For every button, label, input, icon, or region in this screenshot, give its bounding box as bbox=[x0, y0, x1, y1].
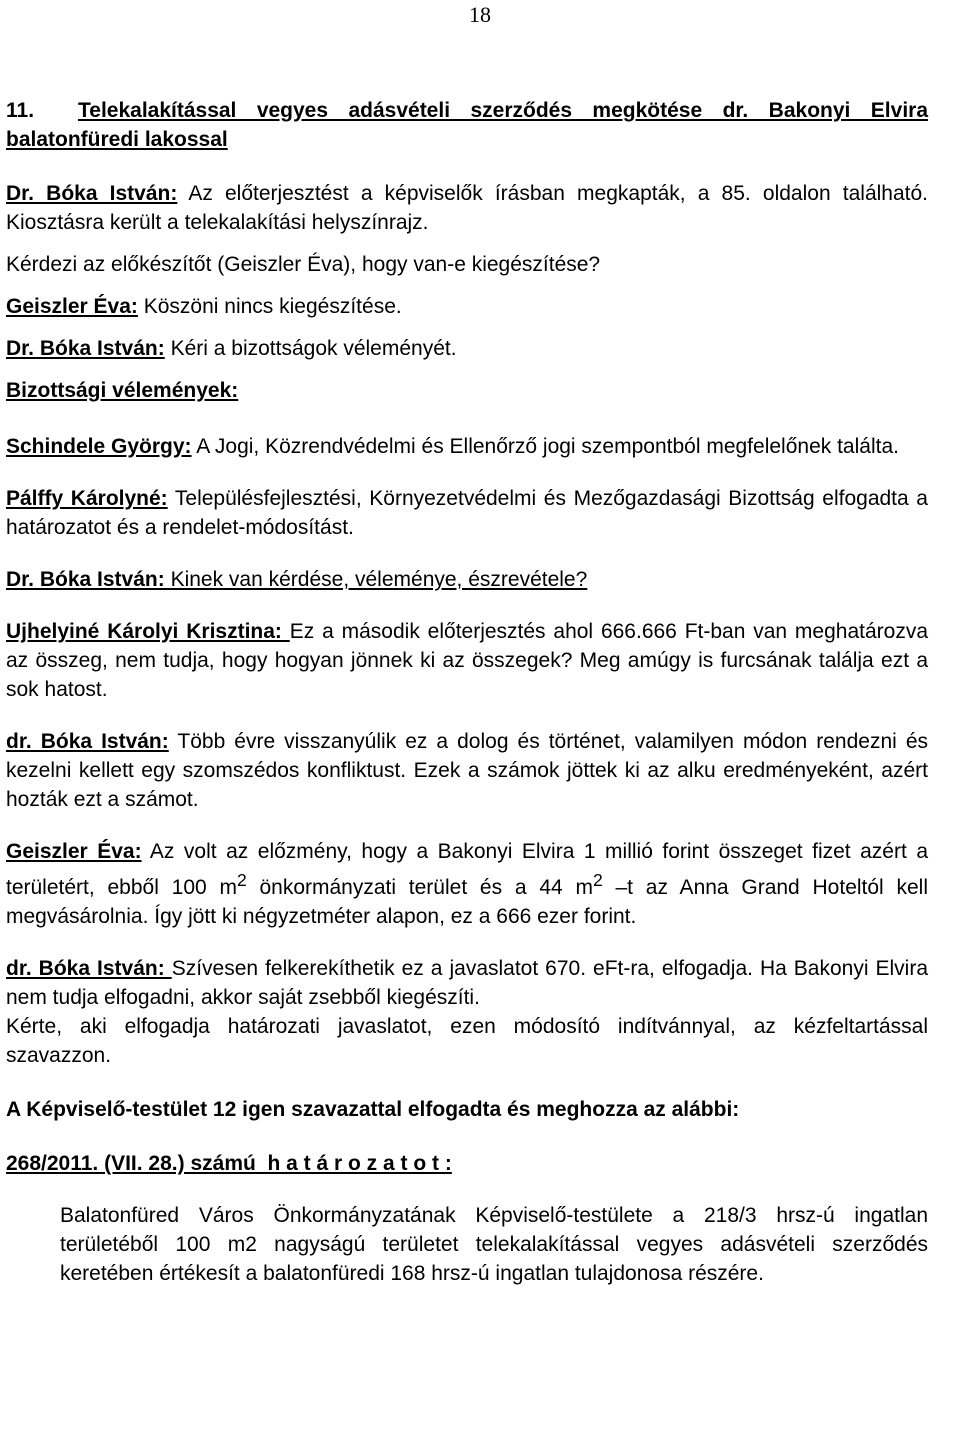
paragraph-text: Az volt az előzmény, hogy a Bakonyi Elvira 1 millió forint összeget fizet azért a területért, ebből 100 m bbox=[6, 840, 928, 899]
paragraph-2 bbox=[6, 250, 928, 279]
document-body bbox=[6, 96, 928, 1288]
speaker-name: Dr. Bóka István: bbox=[6, 337, 165, 360]
paragraph-7 bbox=[6, 484, 928, 542]
paragraph-12b bbox=[6, 1012, 928, 1070]
paragraph-8 bbox=[6, 565, 928, 594]
speaker-name: Dr. Bóka István: bbox=[6, 182, 178, 205]
agenda-item-title bbox=[6, 96, 928, 154]
paragraph-text: Kinek van kérdése, véleménye, észrevétele? bbox=[170, 568, 588, 591]
agenda-item-text: Telekalakítással vegyes adásvételi szerződés megkötése dr. Bakonyi Elvira balatonfüredi lakossal bbox=[6, 99, 928, 151]
paragraph-text: Ez a második előterjesztés ahol 666.666 Ft-ban van meghatározva az összeg, nem tudja, hogy hogyan jönnek ki az összegek? Meg amúgy is furcsának találja ezt a sok hatost. bbox=[6, 620, 928, 701]
speaker-name: Ujhelyiné Károlyi Krisztina: bbox=[6, 620, 290, 643]
paragraph-text: A Jogi, Közrendvédelmi és Ellenőrző jogi szempontból megfelelőnek találta. bbox=[191, 435, 899, 458]
paragraph-10 bbox=[6, 727, 928, 814]
speaker-name: Geiszler Éva: bbox=[6, 295, 138, 318]
paragraph-text: Kéri a bizottságok véleményét. bbox=[164, 337, 457, 360]
paragraph-1 bbox=[6, 179, 928, 237]
paragraph-text: Szívesen felkerekíthetik ez a javaslatot 670. eFt-ra, elfogadja. Ha Bakonyi Elvira nem tudja elfogadni, akkor saját zsebből kiegészíti. bbox=[6, 957, 929, 1009]
paragraph-text: önkormányzati terület és a 44 m bbox=[246, 876, 593, 899]
paragraph-5 bbox=[6, 376, 928, 405]
paragraph-12 bbox=[6, 954, 928, 1012]
superscript: 2 bbox=[236, 870, 247, 890]
resolution-text: Balatonfüred Város Önkormányzatának Képviselő-testülete a 218/3 hrsz-ú ingatlan területéből 100 m2 nagyságú területet telekalakítással vegyes adásvételi szerződés keretében értékesít a balatonfüredi 168 hrsz-ú ingatlan tulajdonosa részére. bbox=[60, 1204, 928, 1285]
speaker-name: Schindele György: bbox=[6, 435, 192, 458]
speaker-name: dr. Bóka István: bbox=[6, 957, 172, 980]
paragraph-3 bbox=[6, 292, 928, 321]
paragraph-11 bbox=[6, 837, 928, 931]
paragraph-text: Több évre visszanyúlik ez a dolog és történet, valamilyen módon rendezni és kezelni kellett egy szomszédos konfliktust. Ezek a számok jöttek ki az alku eredményeként, azért hozták ezt a számot. bbox=[6, 730, 928, 811]
paragraph-text: Kérdezi az előkészítőt (Geiszler Éva), hogy van-e kiegészítése? bbox=[6, 253, 601, 276]
agenda-item-number: 11. bbox=[6, 99, 35, 122]
section-heading: Bizottsági vélemények: bbox=[6, 379, 239, 402]
speaker-name: dr. Bóka István: bbox=[6, 730, 169, 753]
paragraph-text: –t az Anna Grand Hoteltól kell megvásárolnia. Így jött ki négyzetméter alapon, ez a 666 ezer forint. bbox=[6, 876, 928, 928]
superscript: 2 bbox=[592, 870, 603, 890]
paragraph-text: Köszöni nincs kiegészítése. bbox=[137, 295, 402, 318]
paragraph-9 bbox=[6, 617, 928, 704]
vote-result: A Képviselő-testület 12 igen szavazattal elfogadta és meghozza az alábbi: bbox=[6, 1098, 740, 1121]
paragraph-6 bbox=[6, 432, 928, 461]
speaker-name: Dr. Bóka István: bbox=[6, 568, 171, 591]
resolution-number: 268/2011. (VII. 28.) számú h a t á r o z a t o t : bbox=[6, 1152, 452, 1175]
speaker-name: Geiszler Éva: bbox=[6, 840, 142, 863]
paragraph-4 bbox=[6, 334, 928, 363]
paragraph-text: Kérte, aki elfogadja határozati javaslatot, ezen módosító indítvánnyal, az kézfeltartással szavazzon. bbox=[6, 1015, 928, 1067]
page-number: 18 bbox=[469, 2, 491, 27]
speaker-name: Pálffy Károlyné: bbox=[6, 487, 168, 510]
paragraph-text: Az előterjesztést a képviselők írásban megkapták, a 85. oldalon található. Kiosztásra került a telekalakítási helyszínrajz. bbox=[6, 182, 928, 234]
paragraph-text: Településfejlesztési, Környezetvédelmi és Mezőgazdasági Bizottság elfogadta a határozatot és a rendelet-módosítást. bbox=[6, 487, 928, 539]
